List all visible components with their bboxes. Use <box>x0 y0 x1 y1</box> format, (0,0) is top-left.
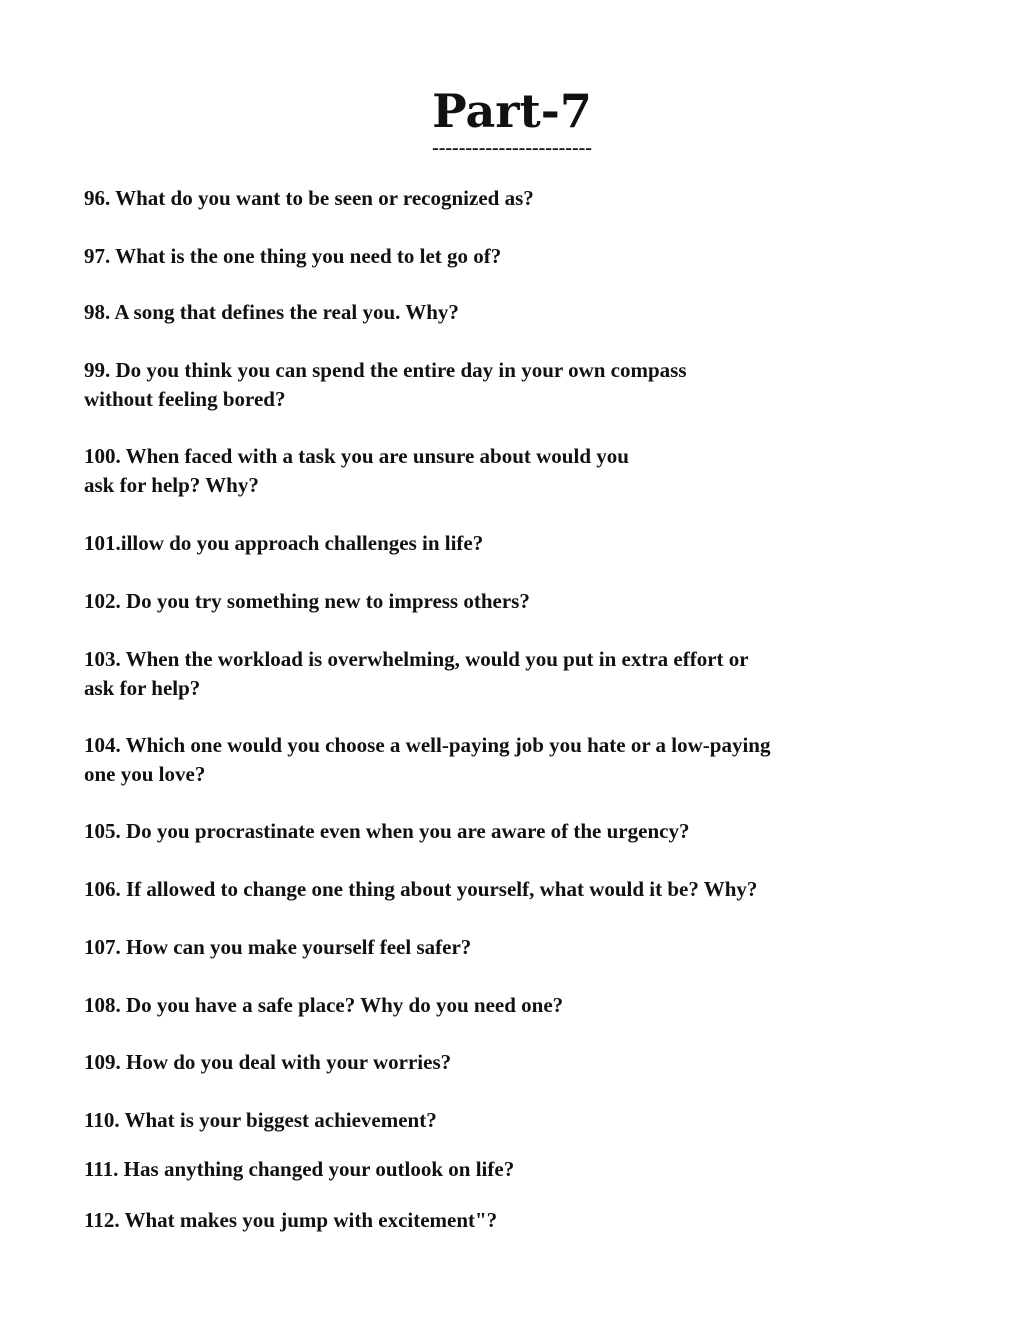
question-item: 107. How can you make yourself feel safer? <box>84 935 472 959</box>
title-divider: ------------------------ <box>432 137 592 159</box>
question-item: 110. What is your biggest achievement? <box>84 1108 437 1132</box>
question-item: 109. How do you deal with your worries? <box>84 1050 452 1074</box>
question-item: 105. Do you procrastinate even when you are aware of the urgency? <box>84 819 690 843</box>
question-item: 98. A song that defines the real you. Why? <box>84 300 459 324</box>
page-title: Part-7 <box>432 84 592 138</box>
question-item: 104. Which one would you choose a well-paying job you hate or a low-paying one you love? <box>84 733 771 786</box>
question-item: 106. If allowed to change one thing about yourself, what would it be? Why? <box>84 877 758 901</box>
question-item: 112. What makes you jump with excitement"? <box>84 1208 498 1232</box>
question-item: 102. Do you try something new to impress others? <box>84 589 530 613</box>
question-item: 100. When faced with a task you are unsure about would you ask for help? Why? <box>84 444 629 497</box>
question-item: 99. Do you think you can spend the entire day in your own compass without feeling bored? <box>84 358 687 411</box>
question-item: 108. Do you have a safe place? Why do you need one? <box>84 993 564 1017</box>
question-item: 103. When the workload is overwhelming, would you put in extra effort or ask for help? <box>84 647 749 700</box>
question-item: 96. What do you want to be seen or recognized as? <box>84 186 534 210</box>
question-item: 97. What is the one thing you need to let go of? <box>84 244 502 268</box>
question-item: 111. Has anything changed your outlook on life? <box>84 1157 515 1181</box>
question-item: 101.illow do you approach challenges in life? <box>84 531 484 555</box>
